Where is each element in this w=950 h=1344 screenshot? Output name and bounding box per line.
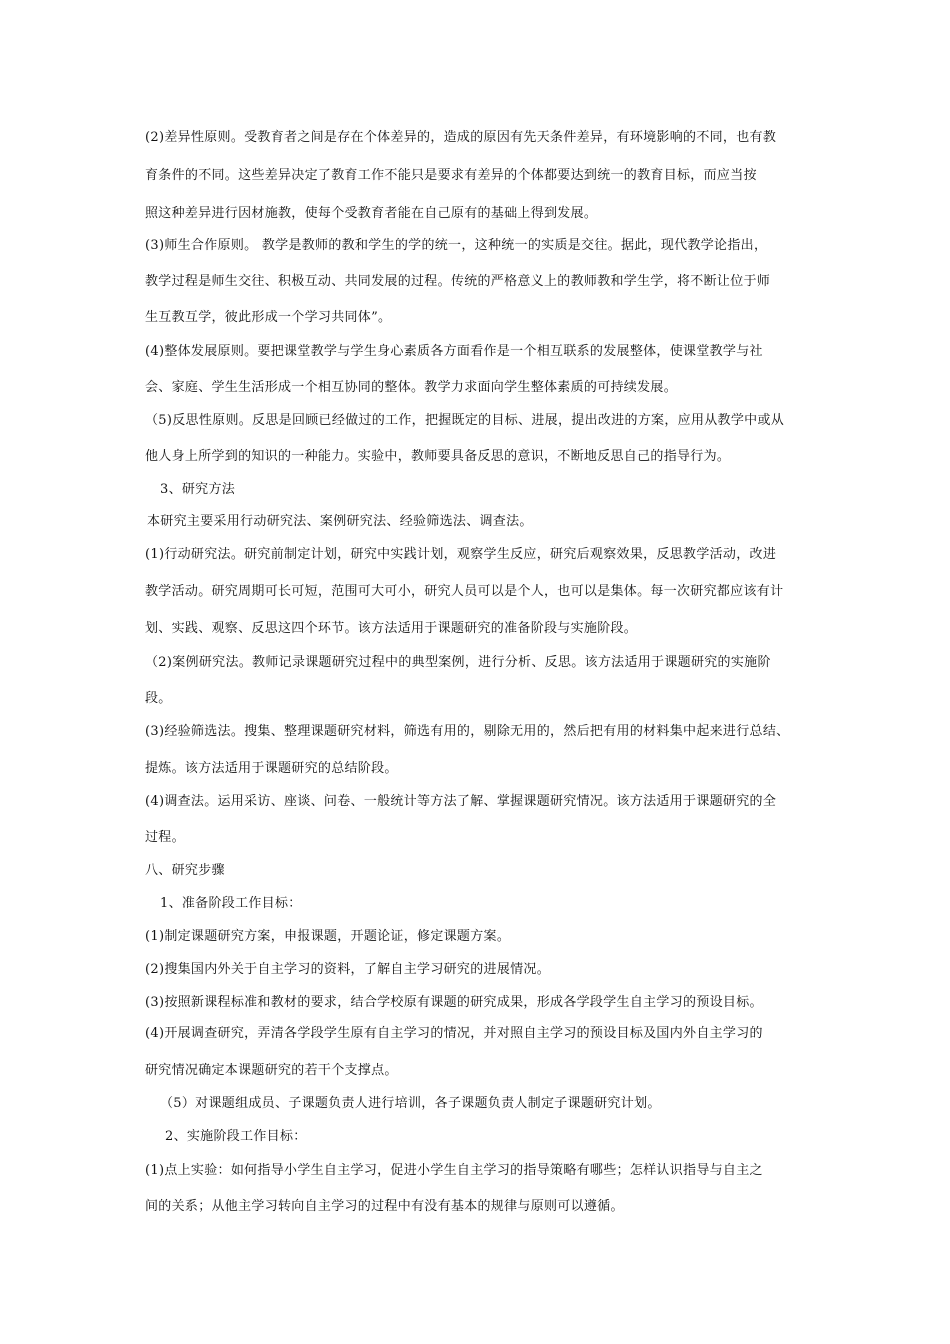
text-line: 本研究主要采用行动研究法、案例研究法、经验筛选法、调查法。 [147,514,533,529]
text-line: (4)调查法。运用采访、座谈、问卷、一般统计等方法了解、掌握课题研究情况。该方法适用于课题研究的全 [145,794,777,809]
text-line: 照这种差异进行因材施教，使每个受教育者能在自己原有的基础上得到发展。 [145,206,598,221]
text-line: 会、家庭、学生生活形成一个相互协同的整体。教学力求面向学生整体素质的可持续发展。 [145,380,678,395]
text-line: 研究情况确定本课题研究的若干个支撑点。 [145,1063,398,1078]
text-line: 间的关系；从他主学习转向自主学习的过程中有没有基本的规律与原则可以遵循。 [145,1199,624,1214]
subsection-heading: 1、准备阶段工作目标： [160,896,302,911]
text-line: 教学活动。研究周期可长可短，范围可大可小，研究人员可以是个人，也可以是集体。每一次研究都应该有计 [145,584,784,599]
text-line: (2)差异性原则。受教育者之间是存在个体差异的，造成的原因有先天条件差异，有环境影响的不同，也有教 [145,130,777,145]
text-line: 提炼。该方法适用于课题研究的总结阶段。 [145,761,398,776]
text-line: (2)搜集国内外关于自主学习的资料，了解自主学习研究的进展情况。 [145,962,551,977]
section-heading: 3、研究方法 [160,482,236,497]
text-line: (3)师生合作原则。 教学是教师的教和学生的学的统一，这种统一的实质是交往。据此，现代教学论指出， [145,238,768,253]
text-line: (4)整体发展原则。要把课堂教学与学生身心素质各方面看作是一个相互联系的发展整体，使课堂教学与社 [145,344,763,359]
text-line: （2)案例研究法。教师记录课题研究过程中的典型案例，进行分析、反思。该方法适用于课题研究的实施阶 [145,655,771,670]
text-line: （5）对课题组成员、子课题负责人进行培训，各子课题负责人制定子课题研究计划。 [160,1096,661,1111]
text-line: (1)点上实验：如何指导小学生自主学习，促进小学生自主学习的指导策略有哪些；怎样认识指导与自主之 [145,1163,763,1178]
text-line: 过程。 [145,830,185,845]
subsection-heading: 2、实施阶段工作目标： [165,1129,307,1144]
text-line: 划、实践、观察、反思这四个环节。该方法适用于课题研究的准备阶段与实施阶段。 [145,621,638,636]
text-line: 育条件的不同。这些差异决定了教育工作不能只是要求有差异的个体都要达到统一的教育目标，而应当按 [145,168,757,183]
text-line: 段。 [145,691,172,706]
text-line: (3)经验筛选法。搜集、整理课题研究材料，筛选有用的，剔除无用的，然后把有用的材料集中起来进行总结、 [145,724,790,739]
text-line: 教学过程是师生交往、积极互动、共同发展的过程。传统的严格意义上的教师教和学生学，将不断让位于师 [145,274,771,289]
text-line: 他人身上所学到的知识的一种能力。实验中，教师要具备反思的意识，不断地反思自己的指导行为。 [145,449,731,464]
section-heading: 八、研究步骤 [145,863,225,878]
text-line: (4)开展调查研究，弄清各学段学生原有自主学习的情况，并对照自主学习的预设目标及国内外自主学习的 [145,1026,763,1041]
text-line: (3)按照新课程标准和教材的要求，结合学校原有课题的研究成果，形成各学段学生自主学习的预设目标。 [145,995,763,1010]
text-line: (1)行动研究法。研究前制定计划，研究中实践计划，观察学生反应，研究后观察效果，反思教学活动，改进 [145,547,777,562]
text-line: 生互教互学，彼此形成一个学习共同体”。 [145,310,392,325]
text-line: （5)反思性原则。反思是回顾已经做过的工作，把握既定的目标、进展，提出改进的方案，应用从教学中或从 [145,413,785,428]
text-line: (1)制定课题研究方案，申报课题，开题论证，修定课题方案。 [145,929,511,944]
